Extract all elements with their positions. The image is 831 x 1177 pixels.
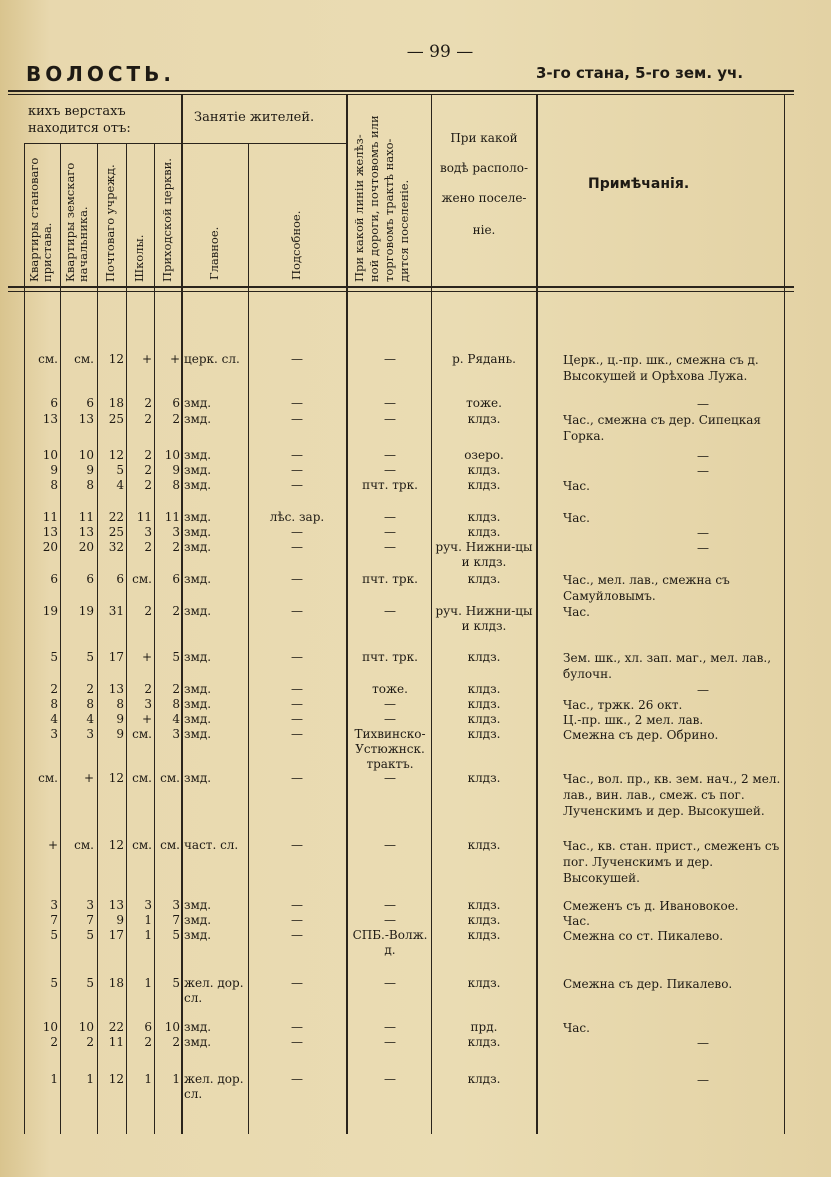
cell-road: пчт. трк. [362,650,418,664]
cell-main: змд. [184,540,212,554]
cell-water: клдз. [467,976,501,990]
cell-aux: — [291,898,303,912]
cell-main: змд. [184,682,212,696]
cell-road: — [384,898,396,912]
cell-zem: 9 [86,463,94,477]
cell-zem: 7 [86,913,94,927]
cell-stan: 8 [50,697,58,711]
col-line-5 [181,95,183,1134]
cell-note: — [697,449,709,463]
cell-zem: см. [74,352,94,366]
cell-water: озеро. [464,448,504,462]
cell-main: змд. [184,396,212,410]
cell-post: 12 [108,1072,124,1086]
cell-zem: 13 [78,412,94,426]
cell-road: — [384,510,396,524]
cell-main: жел. дор. сл. [184,1072,244,1101]
cell-note: Час., смежна съ дер. Сипецкая Горка. [563,413,761,443]
cell-zem: 6 [86,396,94,410]
cell-main: змд. [184,898,212,912]
cell-main: змд. [184,448,212,462]
cell-school: 2 [144,463,152,477]
cell-church: + [169,352,180,366]
cell-water: прд. [470,1020,498,1034]
cell-school: 1 [144,928,152,942]
cell-aux: — [291,838,303,852]
cell-road: — [384,604,396,618]
cell-church: 9 [172,463,180,477]
cell-stan: 9 [50,463,58,477]
cell-stan: 2 [50,1035,58,1049]
cell-zem: 20 [78,540,94,554]
cell-school: см. [132,572,152,586]
cell-main: змд. [184,463,212,477]
cell-note: Час. [563,605,590,619]
col-header-road-1: При какой линіи желѣз- [352,134,366,282]
cell-zem: 10 [78,1020,94,1034]
cell-aux: — [291,712,303,726]
cell-church: 5 [172,928,180,942]
cell-zem: + [83,771,94,785]
col-line-8 [431,95,432,1134]
cell-note: — [697,526,709,540]
cell-church: 2 [172,682,180,696]
cell-aux: — [291,682,303,696]
cell-road: пчт. трк. [362,572,418,586]
cell-school: 11 [136,510,152,524]
cell-aux: — [291,771,303,785]
col-header-road-2: ной дороги, почтовомъ или [367,115,381,282]
cell-main: змд. [184,913,212,927]
cell-church: 1 [172,1072,180,1086]
cell-water: клдз. [467,712,501,726]
cell-church: 5 [172,650,180,664]
col-header-school: Школы. [132,234,146,282]
cell-note: Час. [563,479,590,493]
cell-post: 13 [108,898,124,912]
cell-stan: 10 [42,448,58,462]
cell-church: 5 [172,976,180,990]
cell-post: 5 [116,463,124,477]
cell-road: тоже. [372,682,408,696]
cell-post: 25 [108,412,124,426]
cell-note: Ц.-пр. шк., 2 мел. лав. [563,713,704,727]
cell-note: — [697,464,709,478]
cell-aux: — [291,525,303,539]
cell-zem: см. [74,838,94,852]
cell-road: — [384,771,396,785]
cell-main: жел. дор. сл. [184,976,244,1005]
cell-road: Тихвинско-Устюжнск. трактъ. [354,727,426,771]
cell-water: клдз. [467,727,501,741]
cell-main: змд. [184,1020,212,1034]
cell-stan: 13 [42,412,58,426]
cell-school: 2 [144,396,152,410]
cell-school: 2 [144,604,152,618]
col-header-water-1: При какой [450,131,518,145]
cell-water: клдз. [467,913,501,927]
cell-post: 22 [108,510,124,524]
cell-church: 2 [172,412,180,426]
cell-school: 6 [144,1020,152,1034]
cell-road: — [384,463,396,477]
col-header-water-2: водѣ располо- [439,161,529,175]
cell-water: клдз. [467,463,501,477]
cell-stan: 4 [50,712,58,726]
cell-zem: 5 [86,928,94,942]
cell-aux: — [291,1020,303,1034]
cell-church: 8 [172,478,180,492]
cell-stan: 7 [50,913,58,927]
cell-road: — [384,1020,396,1034]
cell-stan: 6 [50,572,58,586]
cell-note: Час. [563,914,590,928]
cell-stan: 3 [50,898,58,912]
cell-road: — [384,1035,396,1049]
cell-stan: 19 [42,604,58,618]
cell-aux: — [291,412,303,426]
cell-main: змд. [184,412,212,426]
cell-note: — [697,683,709,697]
cell-water: клдз. [467,838,501,852]
cell-main: змд. [184,712,212,726]
cell-school: + [141,650,152,664]
cell-stan: 11 [42,510,58,524]
cell-water: клдз. [467,928,501,942]
distance-group-rule [24,143,182,144]
cell-school: см. [132,838,152,852]
cell-church: 3 [172,525,180,539]
cell-church: см. [160,838,180,852]
cell-post: 11 [108,1035,124,1049]
cell-note: — [697,1073,709,1087]
col-header-main: Главное. [207,226,221,280]
col-header-church: Приходской церкви. [160,158,174,282]
cell-aux: — [291,650,303,664]
occupation-group-header: Занятіе жителей. [194,110,315,125]
cell-school: 2 [144,448,152,462]
cell-aux: — [291,1035,303,1049]
cell-school: 3 [144,898,152,912]
cell-school: 2 [144,682,152,696]
cell-main: змд. [184,771,212,785]
cell-church: 2 [172,604,180,618]
cell-school: 1 [144,913,152,927]
cell-stan: см. [38,352,58,366]
cell-school: 2 [144,540,152,554]
cell-road: — [384,412,396,426]
table-top-rule [8,90,794,92]
cell-stan: 5 [50,650,58,664]
cell-aux: — [291,352,303,366]
cell-water: клдз. [467,1035,501,1049]
cell-zem: 6 [86,572,94,586]
cell-zem: 11 [78,510,94,524]
cell-water: клдз. [467,682,501,696]
cell-stan: 5 [50,976,58,990]
cell-post: 9 [116,712,124,726]
cell-note: Час. [563,1021,590,1035]
cell-road: — [384,525,396,539]
cell-zem: 10 [78,448,94,462]
cell-church: 6 [172,396,180,410]
cell-road: — [384,838,396,852]
cell-post: 4 [116,478,124,492]
cell-note: Час., кв. стан. прист., смеженъ съ пог. Лученскимъ и дер. Высокушей. [563,839,780,885]
cell-aux: — [291,928,303,942]
cell-post: 9 [116,913,124,927]
cell-school: 1 [144,976,152,990]
cell-post: 17 [108,650,124,664]
cell-road: СПБ.-Волж. д. [352,928,428,957]
cell-zem: 2 [86,1035,94,1049]
cell-zem: 19 [78,604,94,618]
cell-zem: 3 [86,727,94,741]
cell-main: змд. [184,1035,212,1049]
cell-school: 2 [144,412,152,426]
col-header-road-4: дится поселеніе. [397,179,411,282]
cell-note: — [697,397,709,411]
cell-school: 1 [144,1072,152,1086]
cell-school: + [141,352,152,366]
cell-water: клдз. [467,510,501,524]
cell-aux: — [291,448,303,462]
cell-main: змд. [184,928,212,942]
cell-aux: — [291,463,303,477]
cell-water: клдз. [467,572,501,586]
cell-road: — [384,697,396,711]
page-number: — 99 — [406,42,474,62]
cell-post: 12 [108,838,124,852]
cell-post: 12 [108,771,124,785]
cell-post: 22 [108,1020,124,1034]
cell-road: — [384,1072,396,1086]
cell-main: змд. [184,525,212,539]
cell-post: 17 [108,928,124,942]
cell-post: 18 [108,976,124,990]
cell-zem: 13 [78,525,94,539]
cell-school: см. [132,727,152,741]
col-line-9 [536,95,538,1134]
cell-road: — [384,448,396,462]
cell-zem: 1 [86,1072,94,1086]
col-header-stan: Квартиры становаго пристава. [27,157,54,282]
cell-school: 3 [144,525,152,539]
cell-main: змд. [184,478,212,492]
cell-zem: 2 [86,682,94,696]
cell-note: Час., тржк. 26 окт. [563,698,683,712]
cell-post: 32 [108,540,124,554]
cell-aux: — [291,727,303,741]
cell-aux: — [291,478,303,492]
cell-main: змд. [184,572,212,586]
cell-water: клдз. [467,412,501,426]
cell-note: Церк., ц.-пр. шк., смежна съ д. Высокушей и Орѣхова Лужа. [563,353,759,383]
cell-water: клдз. [467,1072,501,1086]
cell-water: руч. Нижни-цы и клдз. [435,604,533,633]
cell-note: — [697,1036,709,1050]
col-header-water-3: жено поселе- [441,191,527,205]
cell-stan: 2 [50,682,58,696]
table-top-rule-2 [8,94,794,95]
cell-school: 3 [144,697,152,711]
cell-zem: 5 [86,976,94,990]
cell-school: 2 [144,1035,152,1049]
cell-aux: — [291,1072,303,1086]
cell-note: Зем. шк., хл. зап. маг., мел. лав., булочн. [563,651,772,681]
header-volost: ВОЛОСТЬ. [26,62,176,86]
cell-aux: — [291,976,303,990]
cell-post: 13 [108,682,124,696]
cell-water: клдз. [467,771,501,785]
cell-road: — [384,712,396,726]
cell-church: 11 [164,510,180,524]
cell-zem: 4 [86,712,94,726]
cell-main: змд. [184,727,212,741]
cell-post: 12 [108,448,124,462]
occupation-group-rule [182,143,346,144]
cell-main: змд. [184,510,212,524]
cell-post: 18 [108,396,124,410]
cell-aux: — [291,572,303,586]
cell-church: 7 [172,913,180,927]
cell-note: Смежна со ст. Пикалево. [563,929,724,943]
cell-note: — [697,541,709,555]
cell-main: змд. [184,604,212,618]
cell-stan: 3 [50,727,58,741]
cell-church: 3 [172,898,180,912]
cell-aux: — [291,913,303,927]
cell-stan: 1 [50,1072,58,1086]
cell-main: част. сл. [184,838,239,852]
cell-note: Час. [563,511,590,525]
cell-note: Смежна съ дер. Обрино. [563,728,719,742]
cell-road: — [384,352,396,366]
cell-stan: + [47,838,58,852]
cell-school: см. [132,771,152,785]
cell-stan: см. [38,771,58,785]
cell-road: — [384,396,396,410]
cell-stan: 8 [50,478,58,492]
cell-post: 6 [116,572,124,586]
cell-road: — [384,540,396,554]
cell-water: тоже. [466,396,502,410]
col-header-post: Почтоваго учрежд. [103,164,117,282]
cell-church: 10 [164,448,180,462]
cell-main: церк. сл. [184,352,240,366]
cell-church: 6 [172,572,180,586]
cell-note: Час., вол. пр., кв. зем. нач., 2 мел. лав., вин. лав., смеж. съ пог. Лученскимъ и дер. Высокушей. [563,772,781,818]
col-line-6 [248,144,249,1134]
cell-stan: 6 [50,396,58,410]
cell-stan: 10 [42,1020,58,1034]
cell-zem: 5 [86,650,94,664]
cell-stan: 13 [42,525,58,539]
cell-road: пчт. трк. [362,478,418,492]
cell-water: клдз. [467,525,501,539]
cell-zem: 8 [86,697,94,711]
cell-church: 3 [172,727,180,741]
cell-post: 31 [108,604,124,618]
cell-note: Смеженъ съ д. Ивановокое. [563,899,739,913]
col-header-notes: Примѣчанія. [588,176,690,192]
cell-aux: — [291,396,303,410]
cell-post: 25 [108,525,124,539]
cell-church: 4 [172,712,180,726]
cell-water: клдз. [467,898,501,912]
cell-zem: 8 [86,478,94,492]
cell-water: р. Рядань. [452,352,516,366]
cell-main: змд. [184,650,212,664]
cell-post: 9 [116,727,124,741]
cell-post: 8 [116,697,124,711]
cell-church: 2 [172,1035,180,1049]
cell-church: 10 [164,1020,180,1034]
cell-water: клдз. [467,650,501,664]
col-header-road-3: торговомъ трактѣ нахо- [382,138,396,282]
cell-stan: 20 [42,540,58,554]
cell-aux: лѣс. зар. [269,510,325,524]
header-district: 3-го стана, 5-го зем. уч. [536,64,744,82]
cell-water: клдз. [467,478,501,492]
cell-aux: — [291,540,303,554]
cell-note: Час., мел. лав., смежна съ Самуйловымъ. [563,573,730,603]
cell-zem: 3 [86,898,94,912]
cell-water: руч. Нижни-цы и клдз. [435,540,533,569]
col-header-water-4: ніе. [472,223,496,237]
cell-main: змд. [184,697,212,711]
cell-school: 2 [144,478,152,492]
cell-aux: — [291,697,303,711]
cell-road: — [384,976,396,990]
distance-group-header: кихъ верстахъ находится отъ: [28,104,131,136]
col-header-aux: Подсобное. [289,210,303,280]
cell-water: клдз. [467,697,501,711]
cell-aux: — [291,604,303,618]
cell-church: 2 [172,540,180,554]
cell-note: Смежна съ дер. Пикалево. [563,977,733,991]
col-header-zemsky: Квартиры земскаго начальника. [63,162,90,282]
cell-church: 8 [172,697,180,711]
col-line-7 [346,95,348,1134]
cell-road: — [384,913,396,927]
cell-church: см. [160,771,180,785]
cell-post: 12 [108,352,124,366]
cell-school: + [141,712,152,726]
cell-stan: 5 [50,928,58,942]
